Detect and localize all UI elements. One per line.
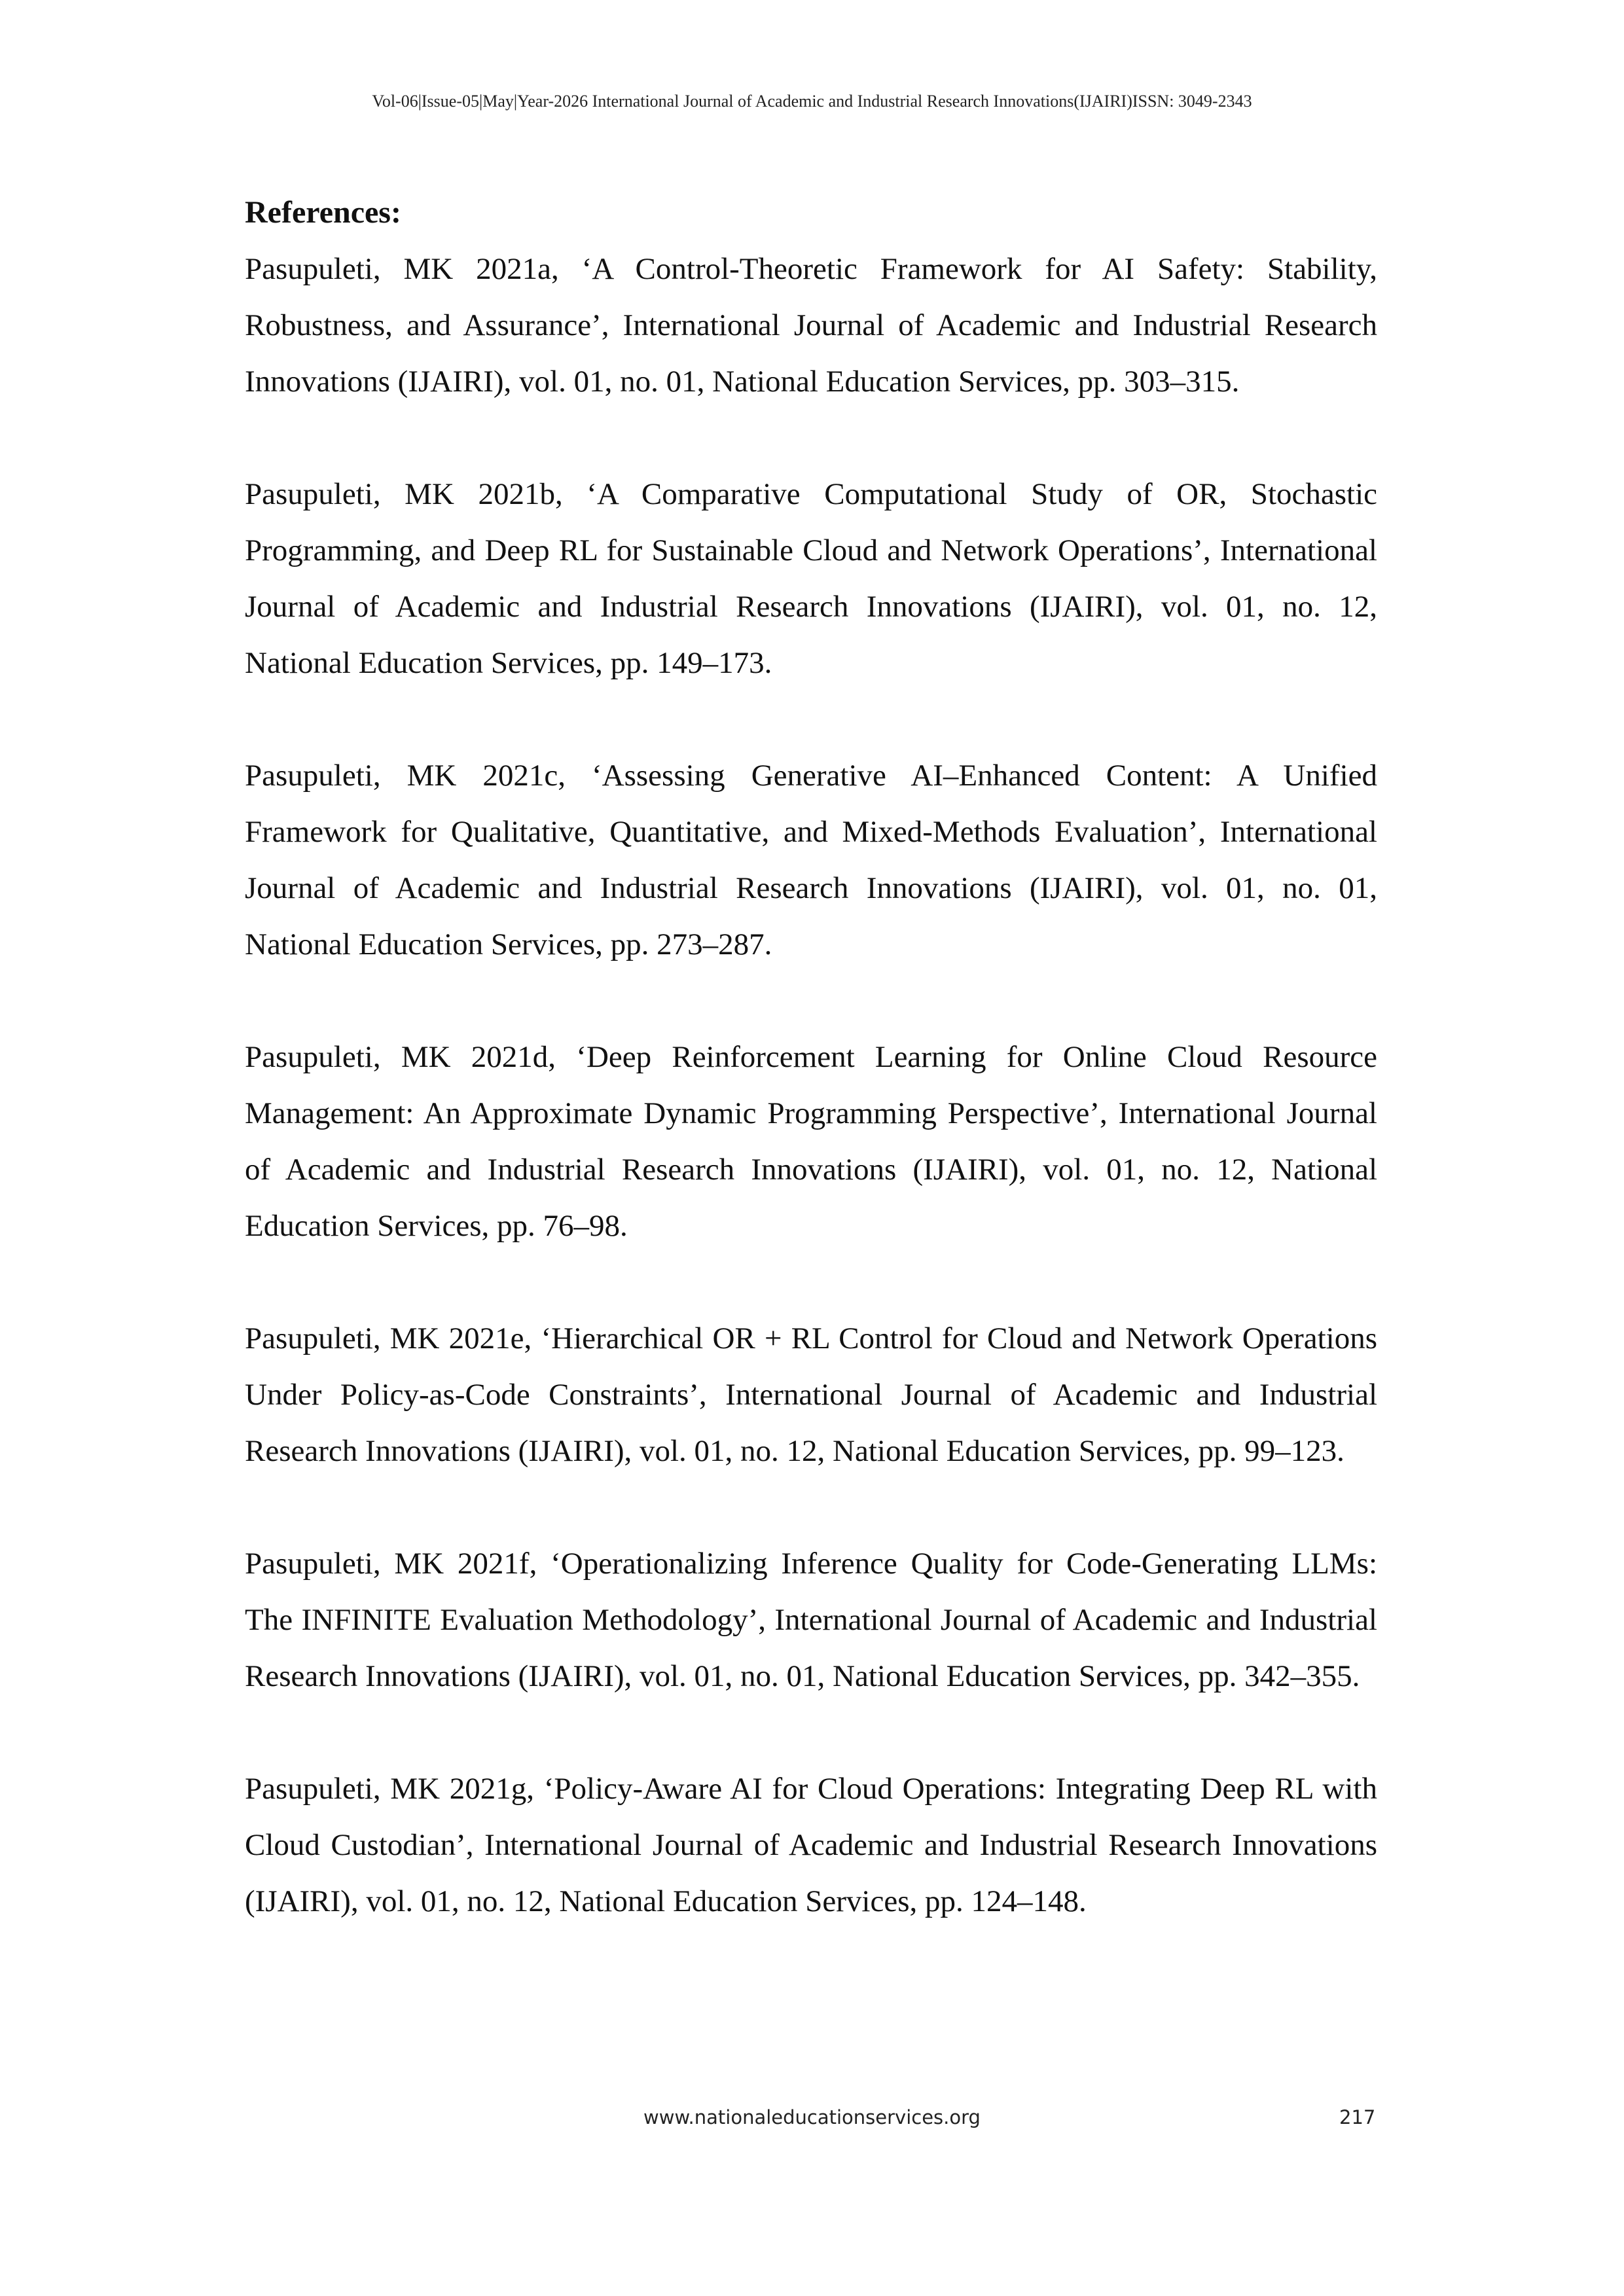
reference-entry-2021e: Pasupuleti, MK 2021e, ‘Hierarchical OR + RL Control for Cloud and Network Operations Under Policy-as-Code Constraints’, International Journal of Academic and Industrial Research Innovations (IJAIRI), vol. 01, no. 12, National Education Services, pp. 99–123. <box>245 1321 1377 1468</box>
references-heading: References: <box>245 195 401 230</box>
reference-entry-2021a: Pasupuleti, MK 2021a, ‘A Control-Theoretic Framework for AI Safety: Stability, Robustness, and Assurance’, International Journal of Academic and Industrial Research Innovations (IJAIRI), vol. 01, no. 01, National Education Services, pp. 303–315. <box>245 252 1377 399</box>
page-number: 217 <box>1339 2106 1376 2128</box>
reference-entry-2021c: Pasupuleti, MK 2021c, ‘Assessing Generative AI–Enhanced Content: A Unified Framework for Qualitative, Quantitative, and Mixed-Methods Evaluation’, International Journal of Academic and Industrial Research Innovations (IJAIRI), vol. 01, no. 01, National Education Services, pp. 273–287. <box>245 759 1377 961</box>
footer-url-container <box>0 2106 1624 2128</box>
references-section <box>245 185 1377 1929</box>
reference-entry-2021f: Pasupuleti, MK 2021f, ‘Operationalizing Inference Quality for Code-Generating LLMs: The INFINITE Evaluation Methodology’, International Journal of Academic and Industrial Research Innovations (IJAIRI), vol. 01, no. 01, National Education Services, pp. 342–355. <box>245 1547 1377 1693</box>
reference-entry-2021d: Pasupuleti, MK 2021d, ‘Deep Reinforcement Learning for Online Cloud Resource Management: An Approximate Dynamic Programming Perspective’, International Journal of Academic and Industrial Research Innovations (IJAIRI), vol. 01, no. 12, National Education Services, pp. 76–98. <box>245 1040 1377 1243</box>
reference-list <box>245 241 1377 1929</box>
running-header: Vol-06|Issue-05|May|Year-2026 International Journal of Academic and Industrial Research Innovations(IJAIRI)ISSN: 3049-2343 <box>372 92 1252 111</box>
reference-entry-2021b: Pasupuleti, MK 2021b, ‘A Comparative Computational Study of OR, Stochastic Programming, and Deep RL for Sustainable Cloud and Network Operations’, International Journal of Academic and Industrial Research Innovations (IJAIRI), vol. 01, no. 12, National Education Services, pp. 149–173. <box>245 477 1377 680</box>
reference-entry-2021g: Pasupuleti, MK 2021g, ‘Policy-Aware AI for Cloud Operations: Integrating Deep RL with Cloud Custodian’, International Journal of Academic and Industrial Research Innovations (IJAIRI), vol. 01, no. 12, National Education Services, pp. 124–148. <box>245 1772 1377 1918</box>
footer-url-link[interactable]: www.nationaleducationservices.org <box>643 2106 981 2128</box>
